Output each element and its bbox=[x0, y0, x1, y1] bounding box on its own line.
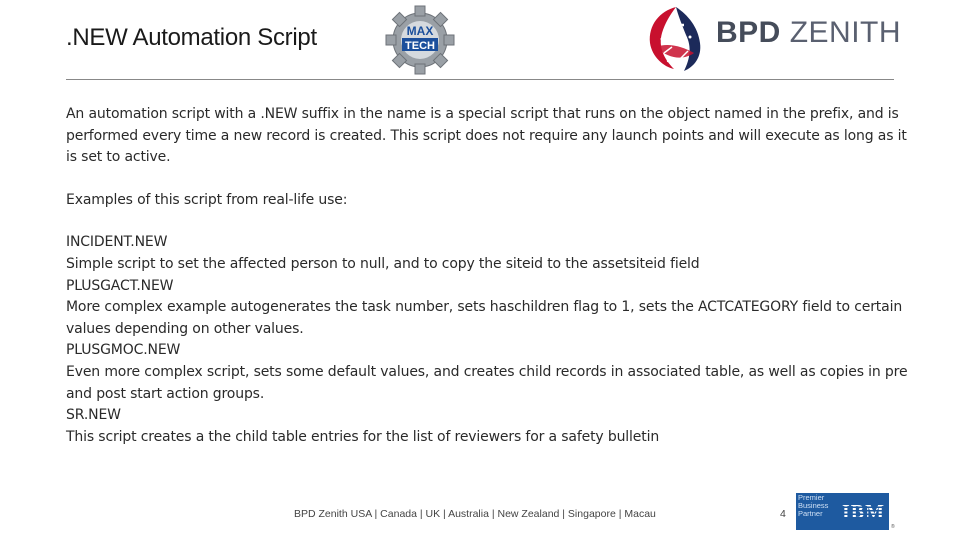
company-logo-light: ZENITH bbox=[789, 16, 902, 49]
ibm-badge-line1: Premier bbox=[798, 493, 825, 502]
header-divider-left bbox=[66, 79, 584, 80]
bpd-flag-swirl-icon bbox=[640, 3, 712, 73]
example-name: SR.NEW bbox=[66, 407, 121, 424]
maxtech-gear-logo bbox=[384, 4, 456, 76]
example-description: More complex example autogenerates the task number, sets haschildren flag to 1, sets the ACTCATEGORY field to certain values depending on other values. bbox=[66, 299, 903, 337]
slide-body bbox=[66, 104, 916, 448]
ibm-partner-badge bbox=[796, 493, 889, 530]
page-number: 4 bbox=[780, 508, 786, 520]
ibm-logo: IBM bbox=[842, 501, 885, 523]
footer-offices: BPD Zenith USA | Canada | UK | Australia | New Zealand | Singapore | Macau bbox=[294, 508, 656, 520]
ibm-badge-text bbox=[798, 494, 842, 518]
examples-heading: Examples of this script from real-life use: bbox=[66, 191, 348, 208]
maxtech-line2: TECH bbox=[405, 40, 435, 52]
maxtech-line1: MAX bbox=[406, 24, 434, 38]
ibm-trademark: ® bbox=[891, 524, 895, 530]
example-description: This script creates a the child table entries for the list of reviewers for a safety bulletin bbox=[66, 428, 660, 445]
example-name: INCIDENT.NEW bbox=[66, 234, 168, 251]
company-logo-text bbox=[716, 16, 901, 50]
ibm-badge-line2: Business bbox=[798, 501, 829, 510]
company-logo-bold: BPD bbox=[716, 16, 781, 49]
page-title: .NEW Automation Script bbox=[66, 24, 317, 51]
intro-paragraph: An automation script with a .NEW suffix in the name is a special script that runs on the object named in the prefix, and is performed every time a new record is created. This script does not require any launch points and will execute as long as it is set to active. bbox=[66, 106, 907, 166]
ibm-badge-line3: Partner bbox=[798, 509, 823, 518]
example-description: Simple script to set the affected person to null, and to copy the siteid to the assetsiteid field bbox=[66, 255, 700, 272]
example-name: PLUSGACT.NEW bbox=[66, 277, 174, 294]
example-name: PLUSGMOC.NEW bbox=[66, 342, 181, 359]
example-description: Even more complex script, sets some default values, and creates child records in associated table, as well as copies in pre and post start action groups. bbox=[66, 363, 908, 402]
header-divider-right bbox=[584, 79, 894, 80]
